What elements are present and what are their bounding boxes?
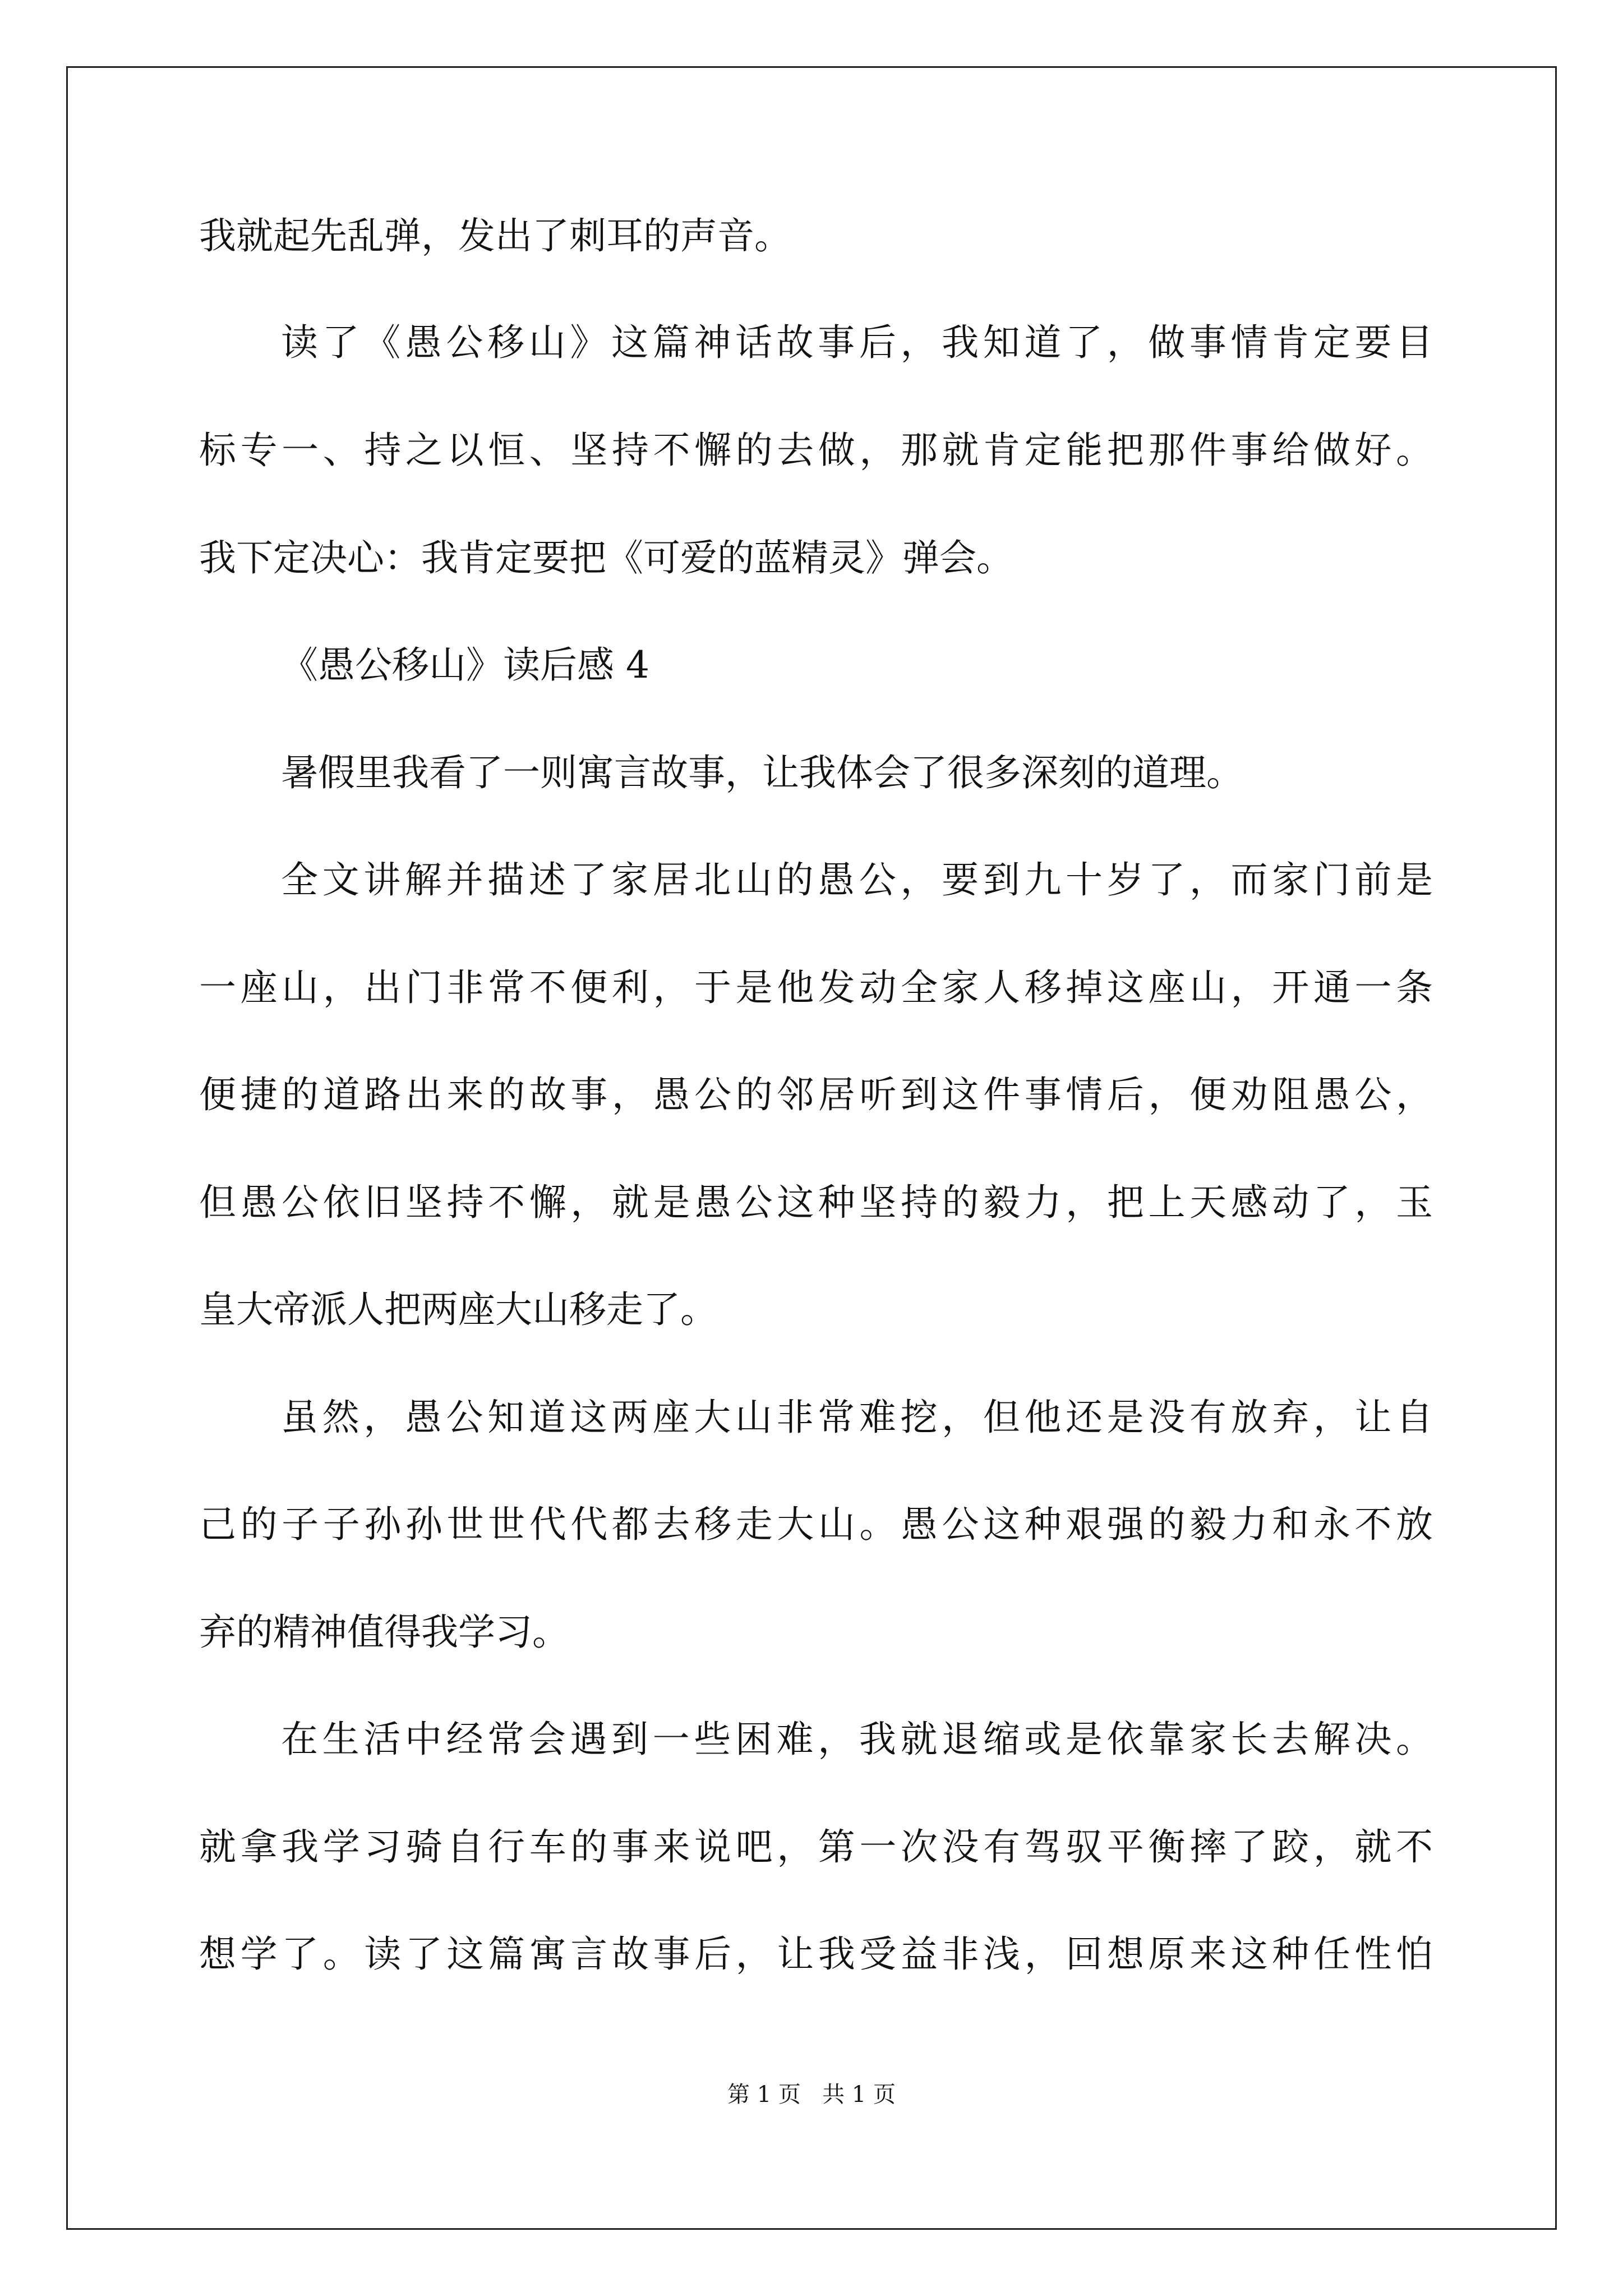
paragraph-first-line: 在生活中经常会遇到一些困难，我就退缩或是依靠家长去解决。 (281, 1718, 1433, 1761)
text-line: 一座山，出门非常不便利，于是他发动全家人移掉这座山，开通一条 (199, 966, 1433, 1009)
text-line: 己的子子孙孙世世代代都去移走大山。愚公这种艰强的毅力和永不放 (199, 1503, 1433, 1546)
text-line: 弃的精神值得我学习。 (199, 1611, 569, 1654)
paragraph-first-line: 暑假里我看了一则寓言故事，让我体会了很多深刻的道理。 (281, 751, 1243, 794)
paragraph-first-line: 读了《愚公移山》这篇神话故事后，我知道了，做事情肯定要目 (281, 321, 1433, 364)
paragraph-first-line: 虽然，愚公知道这两座大山非常难挖，但他还是没有放弃，让自 (281, 1396, 1433, 1439)
text-line: 但愚公依旧坚持不懈，就是愚公这种坚持的毅力，把上天感动了，玉 (199, 1181, 1433, 1224)
text-line: 就拿我学习骑自行车的事来说吧，第一次没有驾驭平衡摔了跤，就不 (199, 1825, 1433, 1869)
text-line: 标专一、持之以恒、坚持不懈的去做，那就肯定能把那件事给做好。 (199, 429, 1433, 472)
text-line: 皇大帝派人把两座大山移走了。 (199, 1288, 717, 1331)
text-line: 我就起先乱弹，发出了刺耳的声音。 (199, 214, 791, 257)
section-heading: 《愚公移山》读后感 4 (281, 643, 649, 687)
text-line: 想学了。读了这篇寓言故事后，让我受益非浅，回想原来这种任性怕 (199, 1932, 1433, 1976)
text-line: 便捷的道路出来的故事，愚公的邻居听到这件事情后，便劝阻愚公， (199, 1073, 1433, 1116)
paragraph-first-line: 全文讲解并描述了家居北山的愚公，要到九十岁了，而家门前是 (281, 858, 1433, 901)
text-line: 我下定决心：我肯定要把《可爱的蓝精灵》弹会。 (199, 536, 1013, 579)
page-footer: 第 1 页 共 1 页 (727, 2082, 896, 2108)
page-border (66, 66, 1557, 2230)
